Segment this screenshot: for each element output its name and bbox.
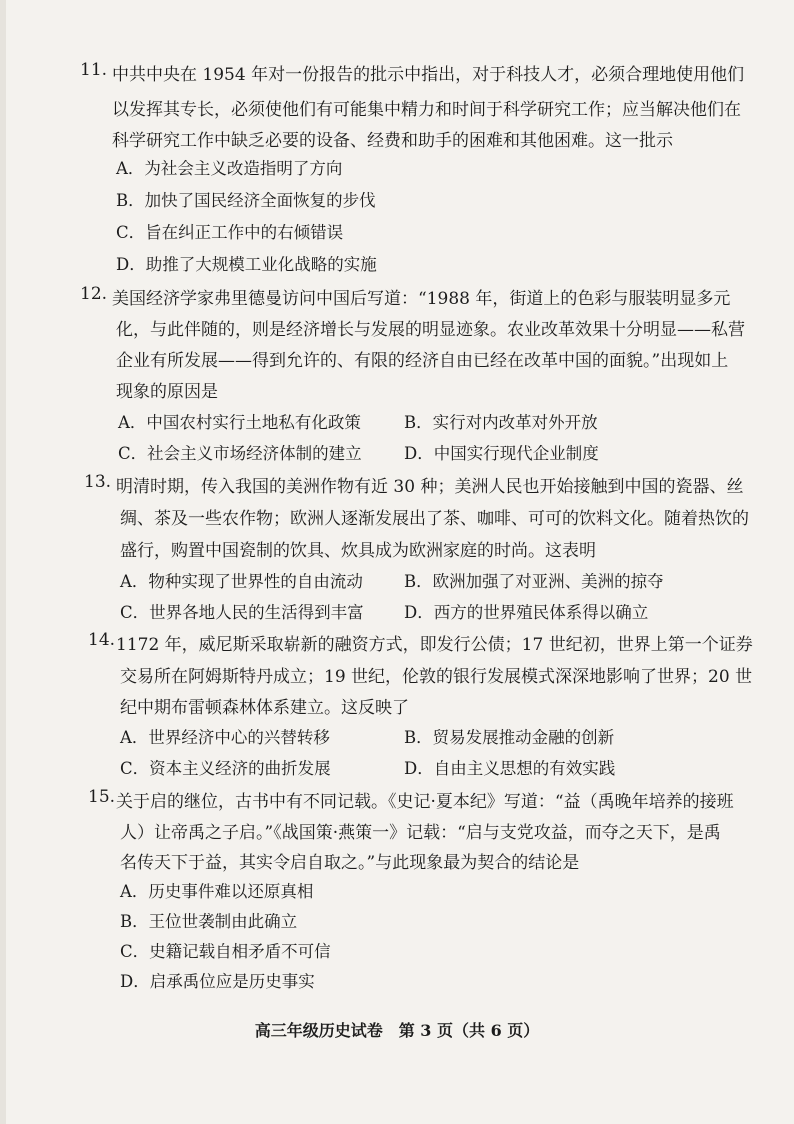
- question-stem-line: 化，与此伴随的，则是经济增长与发展的明显迹象。农业改革效果十分明显——私营: [116, 320, 745, 340]
- option-c: C．世界各地人民的生活得到丰富: [120, 603, 364, 622]
- question-stem-line: 现象的原因是: [116, 382, 218, 402]
- option-a: A．中国农村实行土地私有化政策: [118, 413, 361, 432]
- question-stem-line: 关于启的继位，古书中有不同记载。《史记·夏本纪》写道：“益（禹晚年培养的接班: [116, 792, 734, 812]
- option-b: B．加快了国民经济全面恢复的步伐: [116, 191, 376, 210]
- option-c: C．旨在纠正工作中的右倾错误: [116, 223, 344, 242]
- question-stem-line: 名传天下于益，其实令启自取之。”与此现象最为契合的结论是: [120, 853, 580, 873]
- option-c: C．社会主义市场经济体制的建立: [118, 444, 362, 463]
- option-b: B．欧洲加强了对亚洲、美洲的掠夺: [404, 572, 664, 591]
- question-stem-line: 科学研究工作中缺乏必要的设备、经费和助手的困难和其他困难。这一批示: [112, 131, 673, 151]
- question-stem-line: 交易所在阿姆斯特丹成立；19 世纪，伦敦的银行发展模式深深地影响了世界；20 世: [120, 667, 753, 687]
- question-number: 15.: [88, 787, 116, 807]
- option-d: D．中国实行现代企业制度: [404, 444, 599, 463]
- option-d: D．启承禹位应是历史事实: [120, 972, 315, 991]
- question-stem-line: 绸、茶及一些农作物；欧洲人逐渐发展出了茶、咖啡、可可的饮料文化。随着热饮的: [120, 509, 749, 529]
- question-stem-line: 美国经济学家弗里德曼访问中国后写道：“1988 年，街道上的色彩与服装明显多元: [112, 289, 731, 309]
- question-number: 14.: [88, 630, 116, 650]
- question-number: 13.: [84, 472, 112, 492]
- option-a: A．世界经济中心的兴替转移: [120, 728, 330, 747]
- option-b: B．实行对内改革对外开放: [404, 413, 598, 432]
- question-stem-line: 以发挥其专长，必须使他们有可能集中精力和时间于科学研究工作；应当解决他们在: [112, 100, 741, 120]
- question-stem-line: 纪中期布雷顿森林体系建立。这反映了: [120, 698, 409, 718]
- question-stem-line: 1172 年，威尼斯采取崭新的融资方式，即发行公债；17 世纪初，世界上第一个证券: [116, 635, 753, 655]
- option-b: B．王位世袭制由此确立: [120, 912, 298, 931]
- question-stem-line: 中共中央在 1954 年对一份报告的批示中指出，对于科技人才，必须合理地使用他们: [112, 65, 745, 85]
- option-d: D．西方的世界殖民体系得以确立: [404, 603, 649, 622]
- question-stem-line: 明清时期，传入我国的美洲作物有近 30 种；美洲人民也开始接触到中国的瓷器、丝: [116, 477, 744, 497]
- option-a: A．历史事件难以还原真相: [120, 882, 314, 901]
- question-number: 11.: [80, 60, 108, 80]
- option-c: C．资本主义经济的曲折发展: [120, 759, 331, 778]
- option-d: D．自由主义思想的有效实践: [404, 759, 616, 778]
- option-b: B．贸易发展推动金融的创新: [404, 728, 615, 747]
- question-stem-line: 盛行，购置中国瓷制的饮具、炊具成为欧洲家庭的时尚。这表明: [120, 541, 596, 561]
- question-stem-line: 人）让帝禹之子启。”《战国策·燕策一》记载：“启与支党攻益，而夺之天下，是禹: [120, 823, 721, 843]
- page-edge: [0, 0, 6, 1124]
- option-c: C．史籍记载自相矛盾不可信: [120, 942, 331, 961]
- option-a: A．物种实现了世界性的自由流动: [120, 572, 363, 591]
- option-d: D．助推了大规模工业化战略的实施: [116, 255, 377, 274]
- question-number: 12.: [80, 284, 108, 304]
- question-stem-line: 企业有所发展——得到允许的、有限的经济自由已经在改革中国的面貌。”出现如上: [116, 351, 729, 371]
- option-a: A．为社会主义改造指明了方向: [116, 159, 343, 178]
- page-footer: 高三年级历史试卷 第 3 页（共 6 页）: [254, 1021, 540, 1040]
